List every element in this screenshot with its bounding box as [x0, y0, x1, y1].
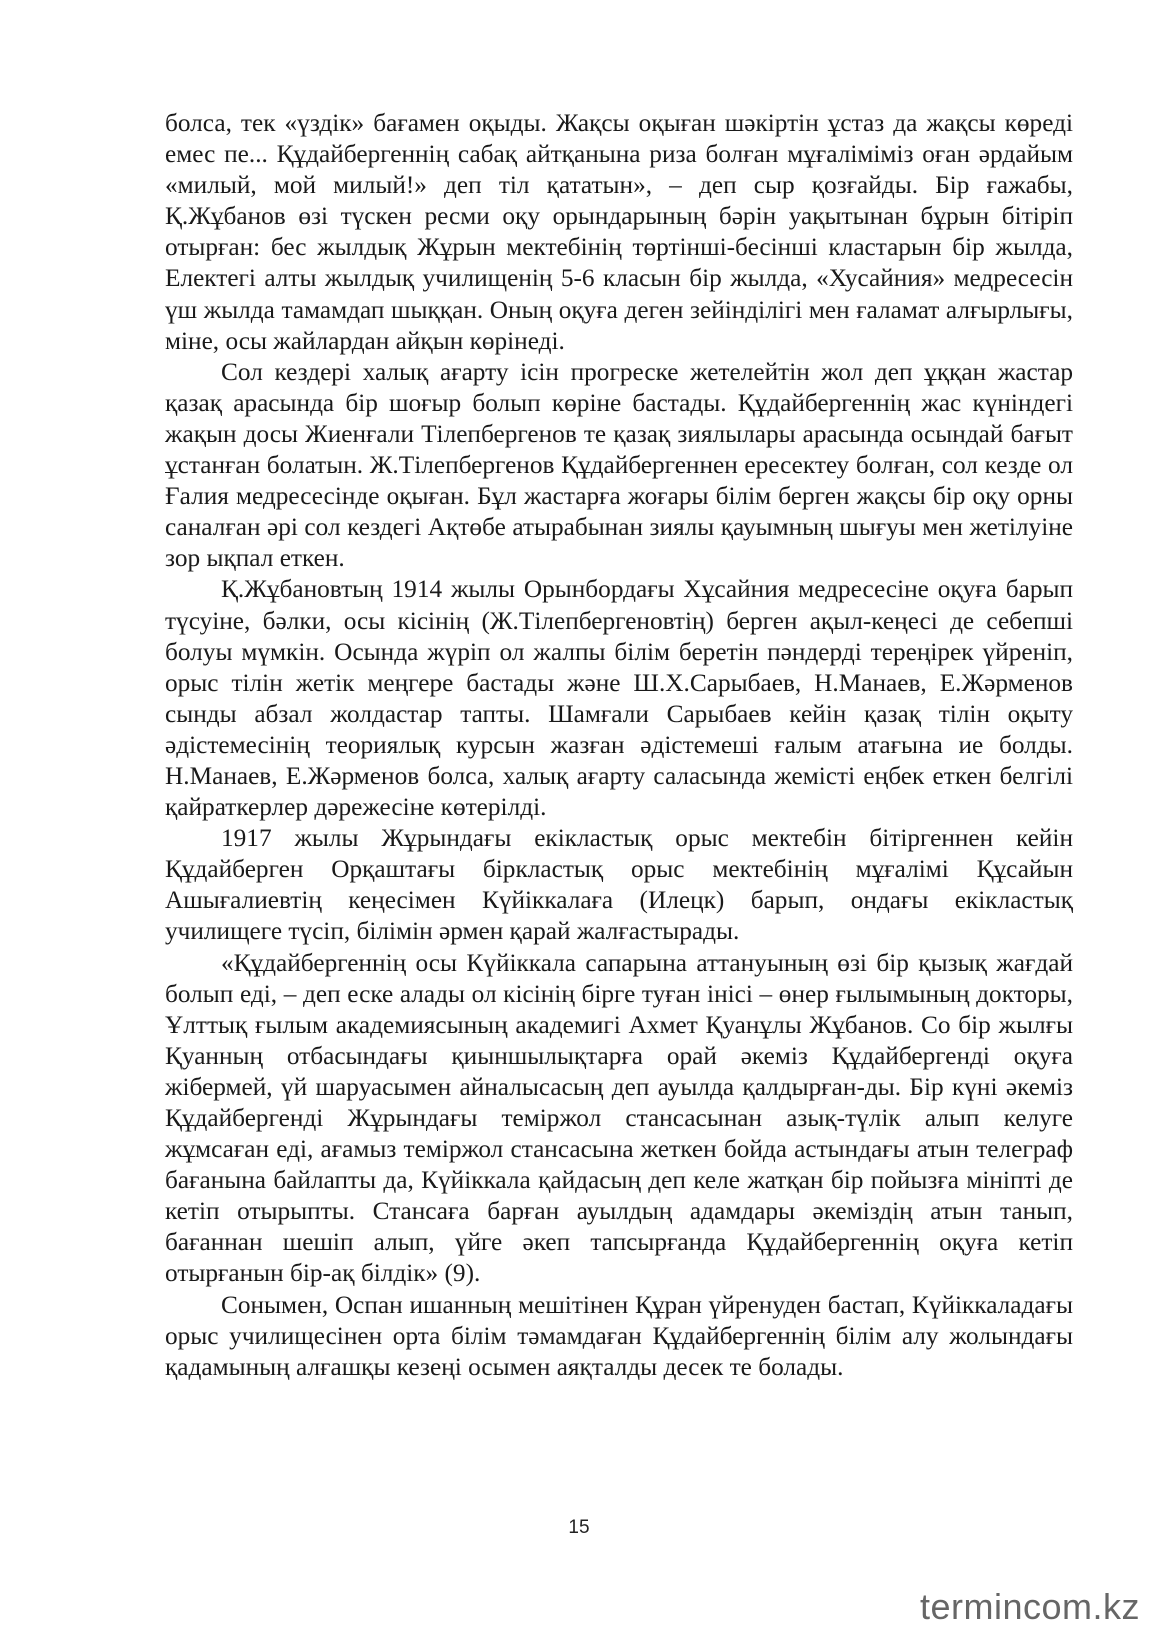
paragraph-2: Сол кездері халық ағарту ісін прогреске жетелейтін жол деп ұққан жастар қазақ арасында бір шоғыр болып көріне бастады. Құдайбергеннің жас күніндегі жақын досы Жиенғали Тілепбергенов те қазақ зиялылары арасында осындай бағыт ұстанған болатын. Ж.Тілепбергенов Құдайбергеннен ересектеу болған, сол кезде ол Ғалия медресесінде оқыған. Бұл жастарға жоғары білім берген жақсы бір оқу орны саналған әрі сол кездегі Ақтөбе атырабынан зиялы қауымның шығуы мен жетілуіне зор ықпал еткен.	[165, 357, 1073, 573]
paragraph-3: Қ.Жұбановтың 1914 жылы Орынбордағы Хұсайния медресесіне оқуға барып түсуіне, бәлки, осы кісінің (Ж.Тілепбергеновтің) берген ақыл-кеңесі де себепші болуы мүмкін. Осында жүріп ол жалпы білім беретін пәндерді тереңірек үйреніп, орыс тілін жетік меңгере бастады және Ш.Х.Сарыбаев, Н.Манаев, Е.Жәрменов сынды абзал жолдастар тапты. Шамғали Сарыбаев кейін қазақ тілін оқыту әдістемесінің теориялық курсын жазған әдістемеші ғалым атағына ие болды. Н.Манаев, Е.Жәрменов болса, халық ағарту саласында жемісті еңбек еткен белгілі қайраткерлер дәрежесіне көтерілді.	[165, 575, 1073, 822]
document-body	[165, 108, 1073, 1383]
paragraph-6: Сонымен, Оспан ишанның мешітінен Құран үйренуден бастап, Күйіккаладағы орыс училищесінен орта білім тәмамдаған Құдайбергеннің білім алу жолындағы қадамының алғашқы кезеңі осымен аяқталды десек те болады.	[165, 1290, 1073, 1381]
paragraph-1: болса, тек «үздік» бағамен оқыды. Жақсы оқыған шәкіртін ұстаз да жақсы көреді емес пе... Құдайбергеннің сабақ айтқанына риза болған мұғаліміміз оған әрдайым «милый, мой милый!» деп тіл қататын», – деп сыр қозғайды. Бір ғажабы, Қ.Жұбанов өзі түскен ресми оқу орындарының бәрін уақытынан бұрын бітіріп отырған: бес жылдық Жұрын мектебінің төртінші-бесінші кластарын бір жылда, Електегі алты жылдық училищенің 5-6 класын бір жылда, «Хусайния» медресесін үш жылда тамамдап шыққан. Оның оқуға деген зейінділігі мен ғаламат алғырлығы, міне, осы жайлардан айқын көрінеді.	[165, 109, 1073, 355]
page-number: 15	[568, 1517, 590, 1538]
paragraph-4: 1917 жылы Жұрындағы екікластық орыс мектебін бітіргеннен кейін Құдайберген Орқаштағы бірклacтық орыс мектебінің мұғалімі Құсайын Ашығалиевтің кеңесімен Күйіккалаға (Илецк) барып, ондағы екікластық училищеге түсіп, білімін әрмен қарай жалғастырады.	[165, 824, 1073, 946]
paragraph-5: «Құдайбергеннің осы Күйіккала сапарына аттануының өзі бір қызық жағдай болып еді, – деп еске алады ол кісінің бірге туған інісі – өнер ғылымының докторы, Ұлттық ғылым академиясының академигі Ахмет Қуанұлы Жұбанов. Со бір жылғы Қуанның отбасындағы қиыншылықтарға орай әкеміз Құдайбергенді оқуға жібермей, үй шаруасымен айналысасың деп ауылда қалдырған-ды. Бір күні әкеміз Құдайбергенді Жұрындағы теміржол стансасынан азық-түлік алып келуге жұмсаған еді, ағамыз теміржол стансасына жеткен бойда астындағы атын телеграф бағанына байлапты да, Күйіккала қайдасың деп келе жатқан бір пойызға мініпті де кетіп отырыпты. Стансаға барған ауылдың адамдары әкеміздің атын танып, бағаннан шешіп алып, үйге әкеп тапсырғанда Құдайбергеннің оқуға кетіп отырғанын бір-ақ білдік» (9).	[165, 948, 1073, 1288]
site-watermark-logo	[920, 1583, 1140, 1625]
watermark-text: termincom.kz	[919, 1586, 1140, 1627]
